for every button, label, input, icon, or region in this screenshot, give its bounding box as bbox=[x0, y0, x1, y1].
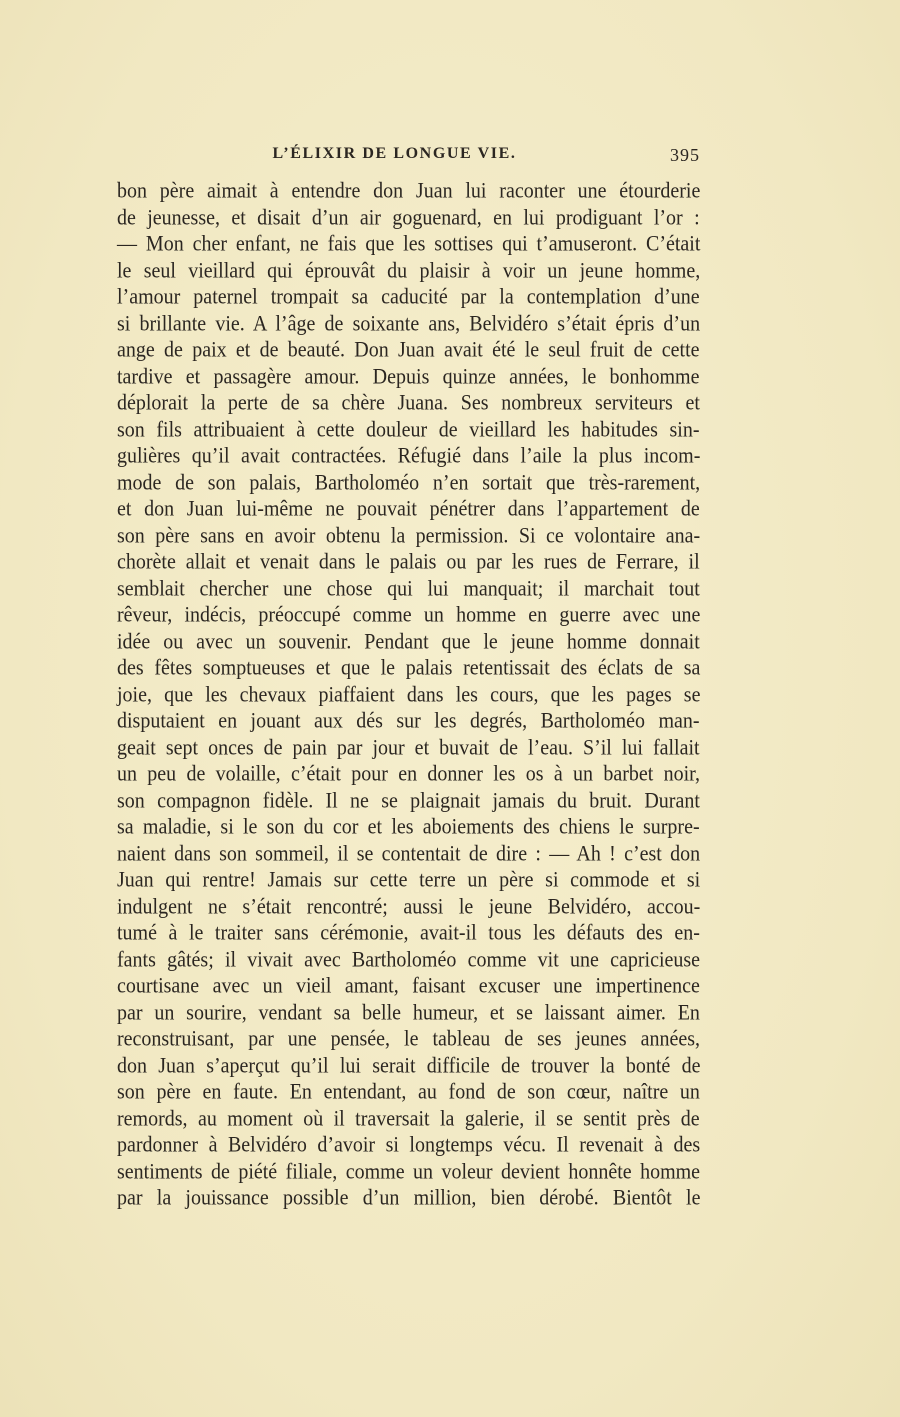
text-line: l’amour paternel trompait sa caducité par la contemplation d’une bbox=[117, 284, 700, 310]
text-line: des fêtes somptueuses et que le palais retentissait des éclats de sa bbox=[117, 655, 701, 681]
text-line: don Juan s’aperçut qu’il lui serait difficile de trouver la bonté de bbox=[117, 1053, 701, 1078]
text-line: déplorait la perte de sa chère Juana. Ses nombreux serviteurs et bbox=[117, 390, 700, 416]
text-line: si brillante vie. A l’âge de soixante ans, Belvidéro s’était épris d’un bbox=[117, 311, 701, 336]
text-line: naient dans son sommeil, il se contentait de dire : — Ah ! c’est don bbox=[117, 841, 701, 866]
text-line: idée ou avec un souvenir. Pendant que le jeune homme donnait bbox=[117, 629, 700, 654]
text-line: par un sourire, vendant sa belle humeur, et se laissant aimer. En bbox=[117, 1000, 700, 1025]
text-line: par la jouissance possible d’un million, bien dérobé. Bientôt le bbox=[117, 1185, 701, 1211]
text-line: — Mon cher enfant, ne fais que les sottises qui t’amuseront. C’était bbox=[117, 231, 701, 257]
text-line: remords, au moment où il traversait la galerie, il se sentit près de bbox=[117, 1106, 700, 1131]
text-line: tumé à le traiter sans cérémonie, avait-il tous les défauts des en- bbox=[117, 920, 700, 946]
text-line: reconstruisant, par une pensée, le tableau de ses jeunes années, bbox=[117, 1026, 701, 1052]
text-line: tardive et passagère amour. Depuis quinze années, le bonhomme bbox=[117, 364, 700, 389]
text-line: son fils attribuaient à cette douleur de vieillard les habitudes sin- bbox=[117, 417, 700, 442]
text-line: bon père aimait à entendre don Juan lui raconter une étourderie bbox=[117, 178, 701, 204]
page-number: 395 bbox=[670, 145, 700, 165]
page-header bbox=[117, 145, 700, 169]
text-line: indulgent ne s’était rencontré; aussi le jeune Belvidéro, accou- bbox=[117, 894, 701, 919]
text-line: geait sept onces de pain par jour et buvait de l’eau. S’il lui fallait bbox=[117, 735, 700, 760]
text-line: rêveur, indécis, préoccupé comme un homme en guerre avec une bbox=[117, 602, 701, 628]
text-line: sa maladie, si le son du cor et les aboiements des chiens le surpre- bbox=[117, 814, 700, 840]
text-line: et don Juan lui-même ne pouvait pénétrer dans l’appartement de bbox=[117, 496, 700, 522]
text-line: gulières qu’il avait contractées. Réfugié dans l’aile la plus incom- bbox=[117, 443, 701, 469]
text-line: joie, que les chevaux piaffaient dans les cours, que les pages se bbox=[117, 682, 701, 707]
text-line: disputaient en jouant aux dés sur les degrés, Bartholoméo man- bbox=[117, 708, 700, 734]
body-text bbox=[117, 178, 700, 1212]
text-line: le seul vieillard qui éprouvât du plaisir à voir un jeune homme, bbox=[117, 258, 701, 283]
text-line: chorète allait et venait dans le palais ou par les rues de Ferrare, il bbox=[117, 549, 700, 575]
running-title: L’ÉLIXIR DE LONGUE VIE. bbox=[272, 145, 517, 162]
text-line: sentiments de piété filiale, comme un voleur devient honnête homme bbox=[117, 1159, 701, 1184]
text-line: mode de son palais, Bartholoméo n’en sortait que très-rarement, bbox=[117, 470, 701, 495]
text-line: courtisane avec un vieil amant, faisant excuser une impertinence bbox=[117, 973, 700, 999]
text-line: son compagnon fidèle. Il ne se plaignait jamais du bruit. Durant bbox=[117, 788, 700, 813]
text-line: son père en faute. En entendant, au fond de son cœur, naître un bbox=[117, 1079, 700, 1105]
text-line: de jeunesse, et disait d’un air goguenard, en lui prodiguant l’or : bbox=[117, 205, 700, 230]
text-line: fants gâtés; il vivait avec Bartholoméo comme vit une capricieuse bbox=[117, 947, 701, 972]
text-line: pardonner à Belvidéro d’avoir si longtemps vécu. Il revenait à des bbox=[117, 1132, 701, 1158]
text-line: Juan qui rentre! Jamais sur cette terre un père si commode et si bbox=[117, 867, 701, 893]
text-line: ange de paix et de beauté. Don Juan avait été le seul fruit de cette bbox=[117, 337, 700, 363]
text-line: semblait chercher une chose qui lui manquait; il marchait tout bbox=[117, 576, 700, 601]
text-line: son père sans en avoir obtenu la permission. Si ce volontaire ana- bbox=[117, 523, 701, 548]
text-line: un peu de volaille, c’était pour en donner les os à un barbet noir, bbox=[117, 761, 701, 787]
